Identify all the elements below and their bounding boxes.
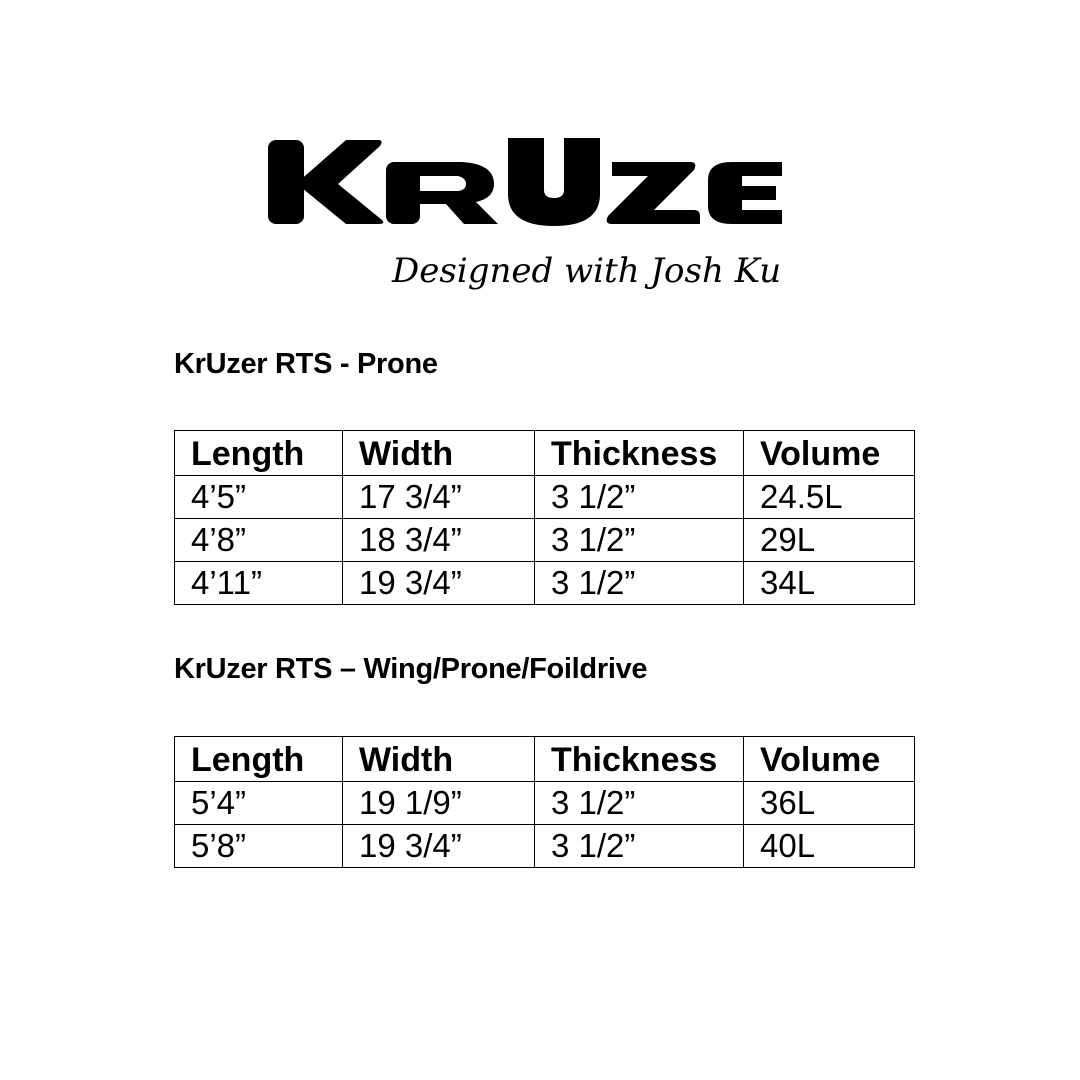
header-length: Length bbox=[175, 737, 343, 782]
spec-table-prone bbox=[174, 430, 915, 605]
table-header-row bbox=[175, 737, 915, 782]
table-header-row bbox=[175, 431, 915, 476]
table-row bbox=[175, 782, 915, 825]
cell-length: 4’5” bbox=[175, 476, 343, 519]
cell-thickness: 3 1/2” bbox=[535, 782, 744, 825]
cell-length: 5’4” bbox=[175, 782, 343, 825]
cell-volume: 24.5L bbox=[744, 476, 915, 519]
header-thickness: Thickness bbox=[535, 737, 744, 782]
cell-thickness: 3 1/2” bbox=[535, 476, 744, 519]
cell-thickness: 3 1/2” bbox=[535, 562, 744, 605]
table-row bbox=[175, 476, 915, 519]
cell-thickness: 3 1/2” bbox=[535, 519, 744, 562]
section-title-prone: KrUzer RTS - Prone bbox=[174, 348, 438, 380]
table-row bbox=[175, 825, 915, 868]
cell-volume: 36L bbox=[744, 782, 915, 825]
cell-width: 18 3/4” bbox=[343, 519, 535, 562]
cell-length: 4’8” bbox=[175, 519, 343, 562]
table-row bbox=[175, 562, 915, 605]
header-length: Length bbox=[175, 431, 343, 476]
header-volume: Volume bbox=[744, 431, 915, 476]
cell-length: 4’11” bbox=[175, 562, 343, 605]
header-width: Width bbox=[343, 737, 535, 782]
cell-width: 19 3/4” bbox=[343, 825, 535, 868]
cell-volume: 40L bbox=[744, 825, 915, 868]
brand-logo bbox=[262, 132, 818, 292]
cell-thickness: 3 1/2” bbox=[535, 825, 744, 868]
cell-width: 19 1/9” bbox=[343, 782, 535, 825]
cell-width: 17 3/4” bbox=[343, 476, 535, 519]
kruzer-logo-graphic bbox=[262, 132, 818, 292]
cell-width: 19 3/4” bbox=[343, 562, 535, 605]
cell-volume: 29L bbox=[744, 519, 915, 562]
tagline-text: Designed with Josh Ku bbox=[392, 251, 782, 291]
header-thickness: Thickness bbox=[535, 431, 744, 476]
cell-volume: 34L bbox=[744, 562, 915, 605]
header-width: Width bbox=[343, 431, 535, 476]
header-volume: Volume bbox=[744, 737, 915, 782]
cell-length: 5’8” bbox=[175, 825, 343, 868]
spec-table-wing-prone-foildrive bbox=[174, 736, 915, 868]
section-title-wing-prone-foildrive: KrUzer RTS – Wing/Prone/Foildrive bbox=[174, 653, 648, 685]
table-row bbox=[175, 519, 915, 562]
